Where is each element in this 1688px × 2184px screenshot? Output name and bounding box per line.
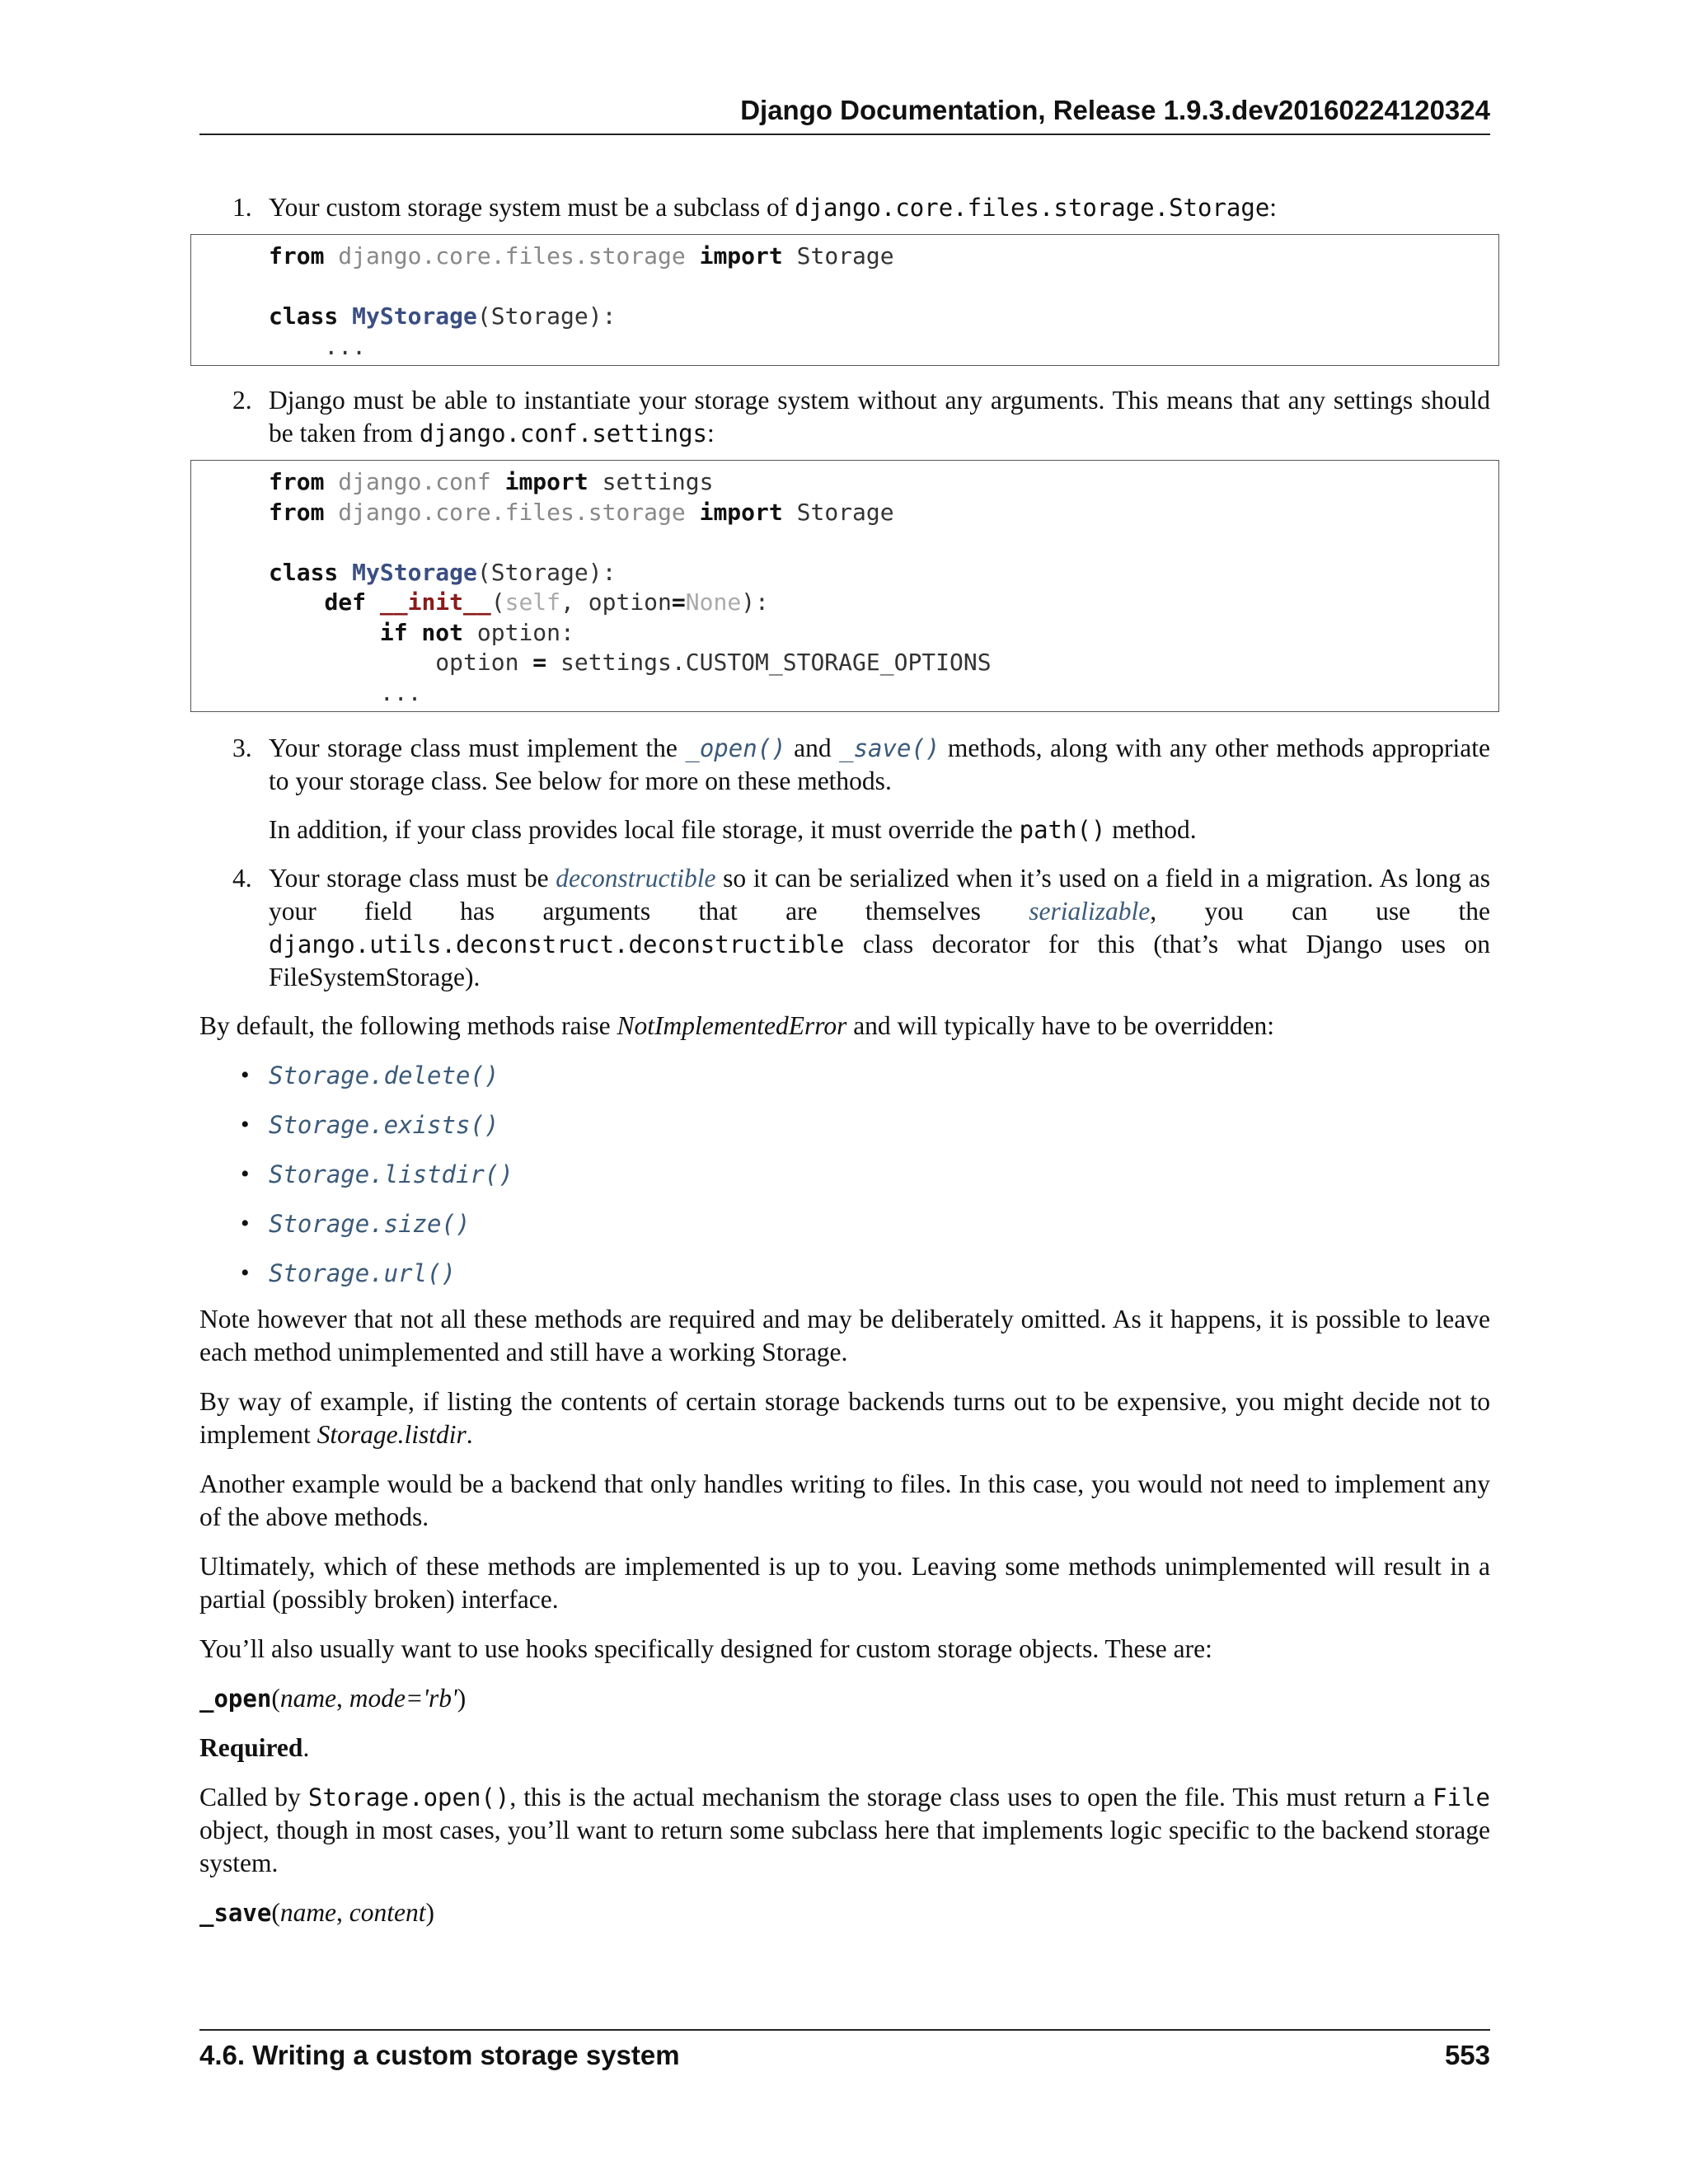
open-method-link[interactable]: _open() (685, 734, 786, 762)
list-item (199, 1108, 1490, 1158)
paragraph: By way of example, if listing the contents of certain storage backends turns out to be expensive, you might decide not to implement Storage.listdir. (199, 1387, 1490, 1449)
list-number: 4. (232, 864, 252, 893)
size-method-link[interactable]: Storage.size() (269, 1210, 471, 1238)
list-item (199, 1257, 1490, 1303)
paragraph: Note however that not all these methods are required and may be deliberately omitted. As it happens, it is possible to leave each method unimplemented and still have a working Storage. (199, 1305, 1490, 1366)
deconstructible-link[interactable]: deconstructible (556, 864, 716, 893)
required-label: Required. (199, 1733, 310, 1762)
url-method-link[interactable]: Storage.url() (269, 1259, 456, 1287)
save-method-link[interactable]: _save() (839, 734, 940, 762)
inline-code: path() (1019, 816, 1106, 844)
list-item: 1. Your custom storage system must be a subclass of django.core.files.storage.Storage: (199, 191, 1490, 224)
paragraph: Called by Storage.open(), this is the actual mechanism the storage class uses to open the file. This must return a File object, though in most cases, you’ll want to return some subclass here that implements logic specific to the backend storage system. (199, 1783, 1490, 1877)
paragraph: Ultimately, which of these methods are implemented is up to you. Leaving some methods unimplemented will result in a partial (possibly broken) interface. (199, 1552, 1490, 1614)
running-footer (199, 2029, 1490, 2074)
bullet-icon: • (241, 1259, 250, 1286)
page-content (199, 191, 1490, 1929)
exists-method-link[interactable]: Storage.exists() (269, 1111, 499, 1139)
list-number: 1. (232, 193, 252, 222)
serializable-link[interactable]: serializable (1029, 897, 1151, 926)
inline-code: django.utils.deconstruct.deconstructible (269, 930, 845, 958)
running-header: Django Documentation, Release 1.9.3.dev20160224120324 (199, 89, 1490, 135)
list-number: 3. (232, 733, 252, 762)
bullet-icon: • (241, 1062, 250, 1089)
list-item: 4. Your storage class must be deconstructible so it can be serialized when it’s used on a field in a migration. As long as your field has arguments that are themselves serializable, you can use the django.utils.deconstruct.deconstructible class decorator for this (that’s what Django uses on FileSystemStorage). (232, 864, 1490, 991)
inline-code: Storage.open() (307, 1783, 510, 1811)
method-bullet-list (199, 1059, 1490, 1303)
paragraph: You’ll also usually want to use hooks specifically designed for custom storage objects. These are: (199, 1634, 1212, 1663)
inline-code: django.conf.settings (419, 419, 708, 448)
bullet-icon: • (241, 1160, 250, 1188)
save-method-signature: _save(name, content) (199, 1898, 435, 1927)
list-number: 2. (232, 386, 252, 415)
list-item: 3. Your storage class must implement the _open() and _save() methods, along with any other methods appropriate to your storage class. See below for more on these methods. In addition, if your class provides local file storage, it must override the path() method. (232, 733, 1490, 844)
bullet-icon: • (241, 1210, 250, 1237)
section-title: 4.6. Writing a custom storage system (199, 2040, 680, 2070)
code-block: from django.conf import settings from django.core.files.storage import Storage class MyStorage(Storage): def __init__(self, option=None): if not option: option = settings.CUSTOM_STORAGE_OPTIONS ... (190, 460, 1499, 712)
paragraph: Another example would be a backend that only handles writing to files. In this case, you would not need to implement any of the above methods. (199, 1469, 1490, 1531)
listdir-method-link[interactable]: Storage.listdir() (269, 1160, 513, 1188)
inline-code: django.core.files.storage.Storage (795, 194, 1270, 222)
list-item: 2. Django must be able to instantiate your storage system without any arguments. This means that any settings should be taken from django.conf.settings: (232, 386, 1490, 448)
list-item (199, 1158, 1490, 1207)
list-item (199, 1059, 1490, 1108)
delete-method-link[interactable]: Storage.delete() (269, 1062, 499, 1090)
paragraph: By default, the following methods raise NotImplementedError and will typically have to be overridden: (199, 1011, 1275, 1040)
requirements-list-cont (199, 384, 1490, 450)
inline-code: File (1432, 1783, 1490, 1811)
requirements-list (199, 191, 1490, 224)
bullet-icon: • (241, 1111, 250, 1138)
requirements-list-cont (199, 732, 1490, 994)
list-item (199, 1207, 1490, 1257)
code-block: from django.core.files.storage import Storage class MyStorage(Storage): ... (190, 234, 1499, 366)
page-number: 553 (1444, 2040, 1490, 2070)
open-method-signature: _open(name, mode='rb') (199, 1684, 467, 1713)
